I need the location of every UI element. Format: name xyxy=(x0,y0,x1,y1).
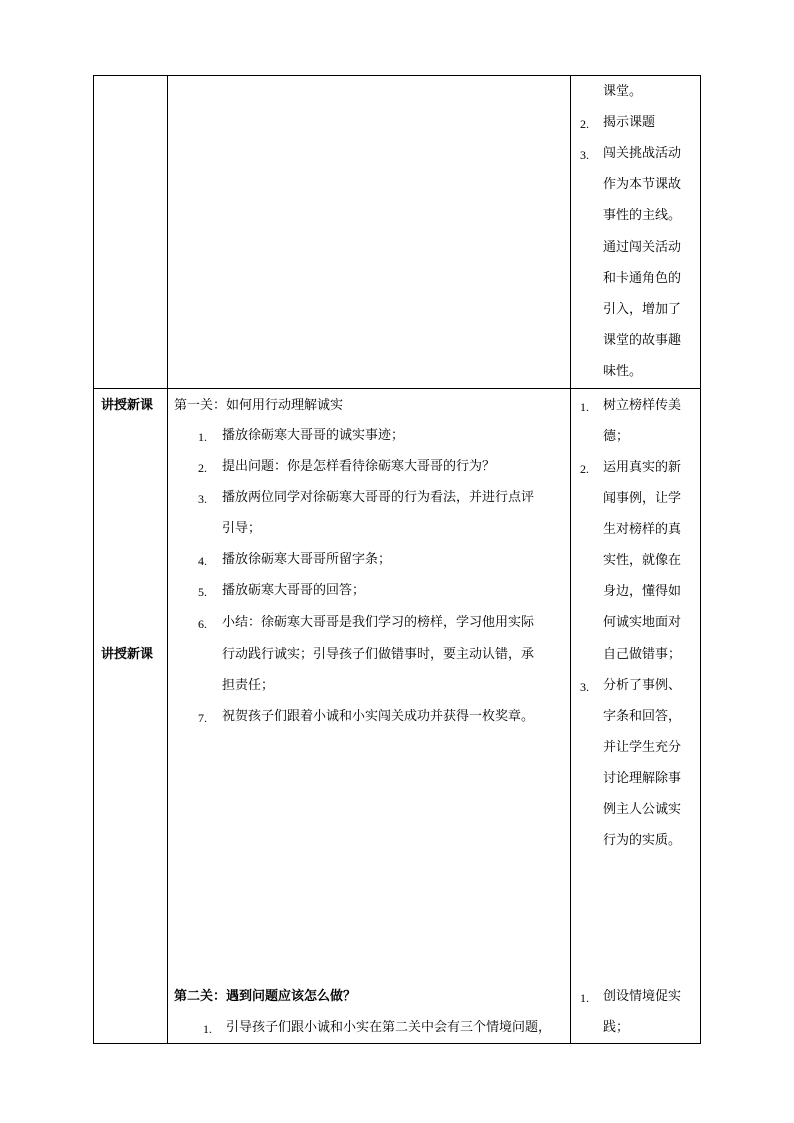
note-line: 行为的实质。 xyxy=(603,833,682,848)
top-note-line: 事性的主线。 xyxy=(603,208,682,223)
step-text: 播放徐砺寒大哥哥的诚实事迹； xyxy=(222,428,405,443)
table-left-border xyxy=(93,75,94,1044)
note-line: 实性，就像在 xyxy=(603,553,682,568)
section-label: 讲授新课 xyxy=(101,647,154,662)
step-text: 小结：徐砺寒大哥哥是我们学习的榜样，学习他用实际 xyxy=(222,615,535,630)
top-note-continuation: 课堂。 xyxy=(603,84,643,99)
top-note-line: 味性。 xyxy=(603,364,643,379)
level1-heading: 第一关：如何用行动理解诚实 xyxy=(174,398,344,413)
step-number: 3. xyxy=(198,492,207,506)
note-line: 自己做错事； xyxy=(603,647,682,662)
top-note-line: 通过闯关活动 xyxy=(603,240,682,255)
note-line: 闻事例，让学 xyxy=(603,491,682,506)
step-number: 1. xyxy=(203,1022,212,1036)
section-label: 讲授新课 xyxy=(101,398,154,413)
step-number: 7. xyxy=(198,711,207,725)
table-right-border xyxy=(700,75,701,1044)
top-note-item-number: 3. xyxy=(580,148,589,162)
top-note-line: 和卡通角色的 xyxy=(603,271,682,286)
note-line: 并让学生充分 xyxy=(603,740,682,755)
table-top-border xyxy=(93,75,701,76)
step-text: 行动践行诚实；引导孩子们做错事时，要主动认错，承 xyxy=(222,647,535,662)
note-line: 何诚实地面对 xyxy=(603,615,682,630)
step-text: 引导孩子们跟小诚和小实在第二关中会有三个情境问题， xyxy=(226,1020,552,1035)
note-number: 1. xyxy=(580,400,589,414)
step-number: 5. xyxy=(198,585,207,599)
note-number: 1. xyxy=(580,991,589,1005)
note-line: 德； xyxy=(603,429,630,444)
step-number: 6. xyxy=(198,617,207,631)
note-line: 创设情境促实 xyxy=(603,989,682,1004)
table-bottom-border xyxy=(93,1043,701,1044)
top-note-line: 作为本节课故 xyxy=(603,177,682,192)
note-line: 运用真实的新 xyxy=(603,460,682,475)
step-text: 引导； xyxy=(222,521,262,536)
note-line: 例主人公诚实 xyxy=(603,802,682,817)
note-line: 生对榜样的真 xyxy=(603,522,682,537)
top-note-item-number: 2. xyxy=(580,117,589,131)
row-divider xyxy=(93,388,701,389)
top-note-line: 引入，增加了 xyxy=(603,302,682,317)
step-number: 1. xyxy=(198,430,207,444)
note-line: 身边，懂得如 xyxy=(603,584,682,599)
step-text: 提出问题：你是怎样看待徐砺寒大哥哥的行为？ xyxy=(222,459,496,474)
step-text: 播放两位同学对徐砺寒大哥哥的行为看法，并进行点评 xyxy=(222,490,535,505)
step-number: 2. xyxy=(198,461,207,475)
note-line: 字条和回答， xyxy=(603,709,682,724)
note-line: 树立榜样传美 xyxy=(603,398,682,413)
column-divider-1 xyxy=(167,75,168,1044)
note-number: 3. xyxy=(580,680,589,694)
step-number: 4. xyxy=(198,554,207,568)
note-line: 践； xyxy=(603,1020,630,1035)
note-line: 讨论理解除事 xyxy=(603,771,682,786)
top-note-item-text: 揭示课题 xyxy=(603,115,656,130)
step-text: 播放徐砺寒大哥哥所留字条； xyxy=(222,552,392,567)
top-note-line: 课堂的故事趣 xyxy=(603,333,682,348)
level2-heading: 第二关：遇到问题应该怎么做？ xyxy=(174,989,357,1004)
column-divider-2 xyxy=(570,75,571,1044)
top-note-line: 闯关挑战活动 xyxy=(603,146,682,161)
step-text: 担责任； xyxy=(222,678,275,693)
note-line: 分析了事例、 xyxy=(603,678,682,693)
note-number: 2. xyxy=(580,462,589,476)
step-text: 祝贺孩子们跟着小诚和小实闯关成功并获得一枚奖章。 xyxy=(222,709,535,724)
step-text: 播放砺寒大哥哥的回答； xyxy=(222,583,366,598)
